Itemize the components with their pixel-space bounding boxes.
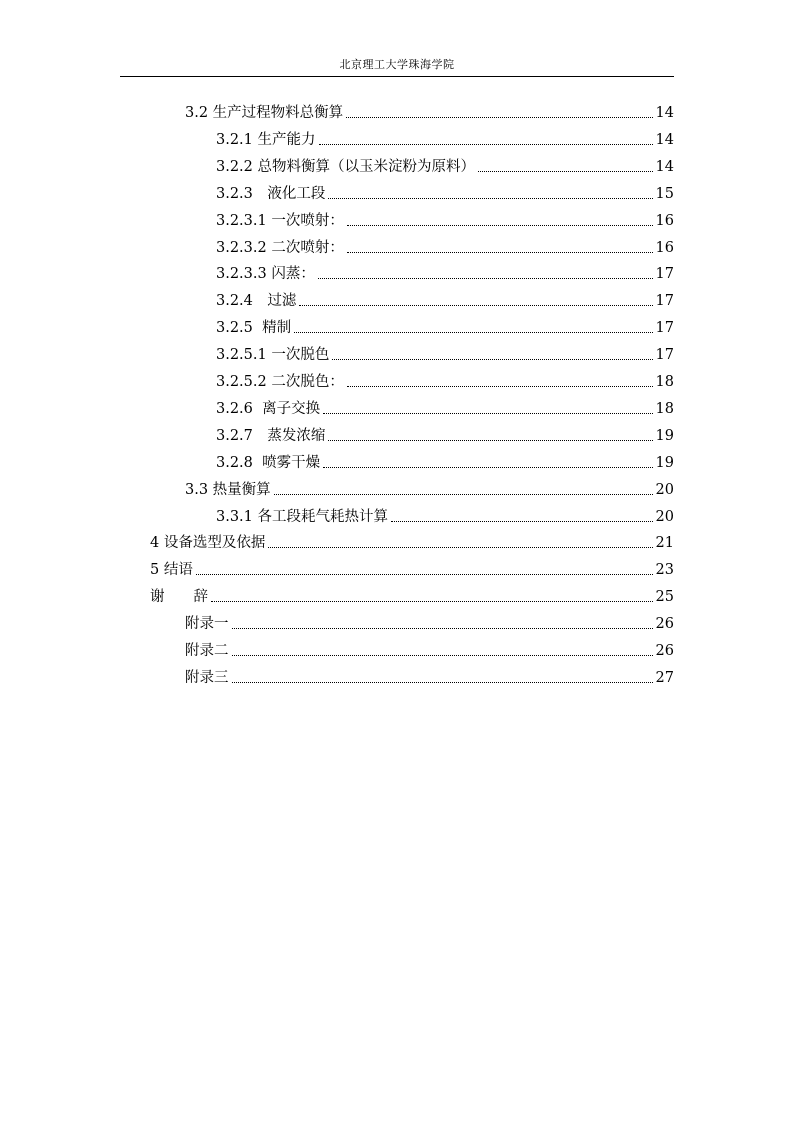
toc-entry[interactable]: [216, 177, 674, 203]
toc-entry-label: 3.2.7 蒸发浓缩: [216, 427, 326, 444]
toc-entry[interactable]: [216, 257, 674, 283]
toc-entry-label: 3.2.8 喷雾干燥: [216, 454, 321, 471]
header-divider: [120, 76, 674, 77]
toc-entry-page-number: 14: [655, 158, 674, 175]
toc-entry-page-number: 17: [655, 347, 674, 364]
toc-entry-page-number: 25: [655, 589, 674, 606]
toc-entry[interactable]: [185, 634, 674, 660]
toc-entry-page-number: 17: [655, 293, 674, 310]
page-header: 北京理工大学珠海学院: [339, 58, 455, 71]
toc-entry-page-number: 19: [655, 427, 674, 444]
toc-dot-leader: [294, 332, 652, 333]
toc-entry-label: 4 设备选型及依据: [150, 535, 266, 552]
toc-entry-label: 3.2.4 过滤: [216, 293, 297, 310]
toc-dot-leader: [232, 655, 653, 656]
toc-entry-page-number: 23: [655, 562, 674, 579]
toc-entry-page-number: 16: [655, 239, 674, 256]
toc-entry-page-number: 17: [655, 266, 674, 283]
toc-entry-page-number: 20: [655, 508, 674, 525]
toc-entry-label: 3.2.3.1 一次喷射：: [216, 212, 344, 229]
toc-entry[interactable]: [150, 526, 674, 552]
toc-dot-leader: [347, 225, 653, 226]
toc-entry-page-number: 21: [655, 535, 674, 552]
toc-entry[interactable]: [216, 446, 674, 472]
toc-entry-page-number: 18: [655, 400, 674, 417]
toc-dot-leader: [318, 278, 653, 279]
toc-entry-label: 3.2.3.2 二次喷射：: [216, 239, 344, 256]
toc-entry[interactable]: [216, 365, 674, 391]
toc-dot-leader: [268, 547, 652, 548]
toc-entry[interactable]: [216, 419, 674, 445]
toc-entry-label: 附录二: [185, 643, 229, 659]
toc-dot-leader: [328, 198, 652, 199]
toc-entry[interactable]: [216, 311, 674, 337]
toc-dot-leader: [196, 574, 653, 575]
toc-entry[interactable]: [185, 661, 674, 687]
toc-entry[interactable]: [216, 338, 674, 364]
toc-entry-page-number: 26: [655, 616, 674, 633]
toc-dot-leader: [323, 413, 652, 414]
toc-entry[interactable]: [216, 500, 674, 526]
toc-dot-leader: [274, 494, 653, 495]
toc-dot-leader: [391, 521, 653, 522]
toc-entry[interactable]: [150, 580, 674, 606]
toc-dot-leader: [332, 359, 652, 360]
toc-dot-leader: [346, 117, 652, 118]
toc-entry-label: 3.2.1 生产能力: [216, 131, 316, 148]
toc-entry-label: 3.2.2 总物料衡算（以玉米淀粉为原料）: [216, 158, 476, 175]
toc-entry-page-number: 14: [655, 105, 674, 121]
toc-entry-page-number: 18: [655, 374, 674, 390]
toc-entry-label: 3.2.6 离子交换: [216, 400, 321, 417]
toc-entry-label: 附录一: [185, 616, 229, 633]
toc-entry-label: 3.3.1 各工段耗气耗热计算: [216, 508, 389, 525]
toc-entry-page-number: 17: [655, 320, 674, 337]
toc-entry[interactable]: [216, 392, 674, 418]
toc-entry-label: 3.2.5.2 二次脱色：: [216, 374, 344, 390]
toc-dot-leader: [319, 144, 653, 145]
toc-entry-page-number: 16: [655, 212, 674, 229]
toc-entry[interactable]: [185, 607, 674, 633]
toc-dot-leader: [347, 386, 653, 387]
toc-entry-label: 3.2.5 精制: [216, 320, 292, 337]
toc-dot-leader: [211, 601, 653, 602]
toc-dot-leader: [347, 252, 653, 253]
toc-dot-leader: [323, 467, 652, 468]
toc-entry[interactable]: [185, 96, 674, 122]
toc-dot-leader: [478, 171, 653, 172]
toc-entry[interactable]: [216, 123, 674, 149]
toc-entry-page-number: 26: [655, 643, 674, 659]
toc-dot-leader: [328, 440, 652, 441]
toc-entry[interactable]: [216, 204, 674, 230]
toc-dot-leader: [232, 682, 653, 683]
toc-entry[interactable]: [185, 473, 674, 499]
toc-entry-page-number: 15: [655, 185, 674, 202]
toc-entry-label: 3.2.5.1 一次脱色: [216, 347, 330, 364]
toc-entry-page-number: 19: [655, 454, 674, 471]
toc-entry-label: 谢 辞: [150, 589, 208, 606]
toc-dot-leader: [232, 628, 653, 629]
toc-dot-leader: [299, 305, 652, 306]
toc-entry-label: 3.3 热量衡算: [185, 481, 271, 498]
toc-entry-label: 附录三: [185, 669, 229, 686]
toc-entry[interactable]: [216, 150, 674, 176]
toc-entry-label: 3.2 生产过程物料总衡算: [185, 105, 344, 121]
toc-entry-page-number: 14: [655, 131, 674, 148]
toc-entry-page-number: 27: [655, 669, 674, 686]
toc-entry[interactable]: [216, 284, 674, 310]
toc-entry[interactable]: [216, 231, 674, 257]
toc-entry-label: 3.2.3.3 闪蒸：: [216, 266, 315, 283]
toc-entry[interactable]: [150, 553, 674, 579]
toc-entry-label: 3.2.3 液化工段: [216, 185, 326, 202]
toc-entry-label: 5 结语: [150, 562, 193, 579]
toc-entry-page-number: 20: [655, 481, 674, 498]
